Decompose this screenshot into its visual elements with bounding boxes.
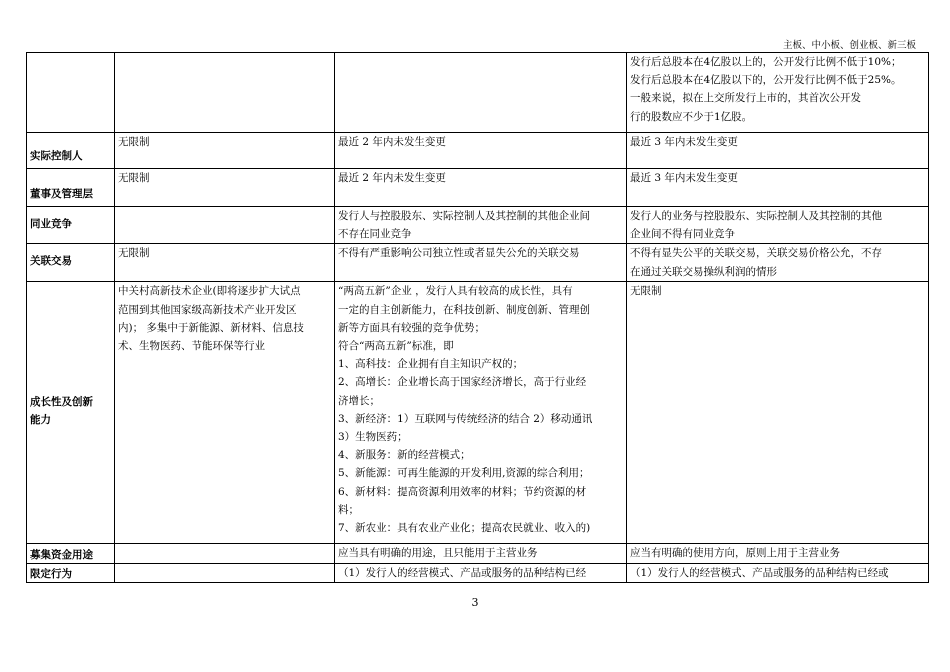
cell-col2: 最近 2 年内未发生变更 xyxy=(335,133,627,169)
cell-line: 成长性及创新 xyxy=(30,396,93,409)
cell-col1 xyxy=(115,282,335,544)
cell-line: 中关村高新技术企业(即将逐步扩大试点 xyxy=(118,285,301,298)
comparison-table xyxy=(26,52,929,583)
cell-line: 发行人与控股股东、实际控制人及其控制的其他企业间 xyxy=(338,210,590,222)
cell-col1: 无限制 xyxy=(115,133,335,169)
cell-line: 术、生物医药、节能环保等行业 xyxy=(118,340,265,353)
table-row xyxy=(27,244,929,282)
header-note: 主板、中小板、创业板、新三板 xyxy=(782,40,916,51)
row-label-fund-usage: 募集资金用途 xyxy=(27,544,115,563)
cell-line: 2、高增长：企业增长高于国家经济增长，高于行业经 xyxy=(338,376,587,389)
cell-line: 行的股数应不少于1亿股。 xyxy=(630,110,753,123)
page-number: 3 xyxy=(471,596,479,609)
row-label xyxy=(27,53,115,133)
cell-line: 7、新农业：具有农业产业化；提高农民就业、收入的) xyxy=(338,522,591,535)
table-row xyxy=(27,544,929,563)
cell-line: 企业间不得有同业竞争 xyxy=(630,228,735,241)
cell-col1 xyxy=(115,544,335,563)
cell-line: 5、新能源：可再生能源的开发利用,资源的综合利用； xyxy=(338,467,590,480)
cell-line: 符合“两高五新”标准，即 xyxy=(338,340,454,353)
cell-col3: 最近 3 年内未发生变更 xyxy=(627,133,929,169)
cell-col2: 最近 2 年内未发生变更 xyxy=(335,169,627,207)
cell-line: 发行后总股本在4亿股以下的，公开发行比例不低于25%。 xyxy=(630,74,902,87)
cell-line: 3、新经济：1）互联网与传统经济的结合 2）移动通讯 xyxy=(338,412,593,425)
cell-col3 xyxy=(627,53,929,133)
cell-line: 1、高科技：企业拥有自主知识产权的； xyxy=(338,358,524,371)
cell-line: 6、新材料：提高资源利用效率的材料；节约资源的材 xyxy=(338,485,587,498)
cell-col3 xyxy=(627,244,929,282)
cell-col1 xyxy=(115,53,335,133)
cell-line: 料； xyxy=(338,503,359,516)
cell-col3: 无限制 xyxy=(627,282,929,544)
cell-col1: 无限制 xyxy=(115,244,335,282)
cell-col2 xyxy=(335,282,627,544)
cell-col2: 不得有严重影响公司独立性或者显失公允的关联交易 xyxy=(335,244,627,282)
cell-col1 xyxy=(115,207,335,244)
cell-col2: 应当具有明确的用途，且只能用于主营业务 xyxy=(335,544,627,563)
cell-col2 xyxy=(335,53,627,133)
cell-col3: （1）发行人的经营模式、产品或服务的品种结构已经或 xyxy=(627,563,929,582)
cell-line: 济增长； xyxy=(338,394,380,407)
cell-col3: 应当有明确的使用方向，原则上用于主营业务 xyxy=(627,544,929,563)
cell-line: 新等方面具有较强的竞争优势； xyxy=(338,321,485,334)
table-row xyxy=(27,282,929,544)
table-row xyxy=(27,169,929,207)
cell-line: “两高五新”企业 ，发行人具有较高的成长性，具有 xyxy=(338,285,573,298)
cell-col3: 最近 3 年内未发生变更 xyxy=(627,169,929,207)
cell-line: 一定的自主创新能力，在科技创新、制度创新、管理创 xyxy=(338,303,590,316)
cell-line: 不存在同业竞争 xyxy=(338,228,412,241)
cell-col1 xyxy=(115,563,335,582)
row-label-restricted-conduct: 限定行为 xyxy=(27,563,115,582)
cell-col1: 无限制 xyxy=(115,169,335,207)
row-label-actual-controller: 实际控制人 xyxy=(27,133,115,169)
cell-line: 一般来说，拟在上交所发行上市的，其首次公开发 xyxy=(630,92,861,105)
cell-line: 能力 xyxy=(30,414,51,427)
row-label-competition: 同业竞争 xyxy=(27,207,115,244)
cell-col3 xyxy=(627,207,929,244)
row-label-related-transactions: 关联交易 xyxy=(27,244,115,282)
cell-line: 在通过关联交易操纵利润的情形 xyxy=(630,265,777,278)
row-label-growth-innovation xyxy=(27,282,115,544)
row-label-directors: 董事及管理层 xyxy=(27,169,115,207)
table-row xyxy=(27,563,929,582)
cell-line: 发行人的业务与控股股东、实际控制人及其控制的其他 xyxy=(630,210,882,222)
cell-line: 3）生物医药； xyxy=(338,431,408,444)
cell-col2 xyxy=(335,207,627,244)
cell-line: 内)； 多集中于新能源、新材料、信息技 xyxy=(118,321,304,334)
cell-col2: （1）发行人的经营模式、产品或服务的品种结构已经 xyxy=(335,563,627,582)
cell-line: 范围到其他国家级高新技术产业开发区 xyxy=(118,303,297,316)
table-row xyxy=(27,133,929,169)
cell-line: 不得有显失公平的关联交易，关联交易价格公允，不存 xyxy=(630,247,882,260)
table-row xyxy=(27,207,929,244)
table-row xyxy=(27,53,929,133)
cell-line: 4、新服务：新的经营模式； xyxy=(338,449,471,462)
cell-line: 发行后总股本在4亿股以上的，公开发行比例不低于10%； xyxy=(630,56,902,68)
